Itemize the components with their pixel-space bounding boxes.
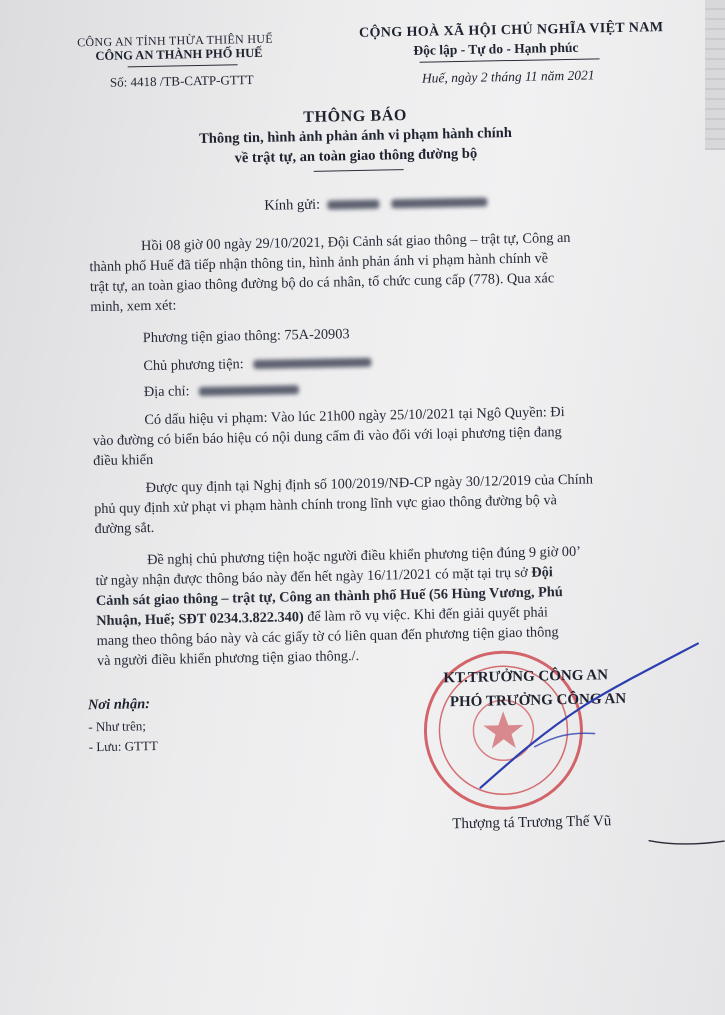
body-text: để làm rõ vụ việc. Khi đến giải quyết phải [307, 604, 549, 626]
unit-name: CÔNG AN THÀNH PHỐ HUẾ [95, 45, 263, 63]
handwritten-signature [473, 633, 716, 818]
body-text-bold: Nhuận, Huế; SĐT 0234.3.822.340) [96, 609, 304, 630]
greeting-label: Kính gửi: [264, 196, 321, 214]
body-line: thành phố Huế đã tiếp nhận thông tin, hình ảnh phản ánh vi phạm hành chính về [89, 250, 549, 276]
signature-role-1: KT.TRƯỞNG CÔNG AN [443, 667, 609, 687]
header-left-rule [128, 64, 238, 67]
body-line: và người điều khiển phương tiện giao thông./. [96, 648, 360, 670]
document-number: Số: 4418 /TB-CATP-GTTT [109, 71, 254, 90]
body-text-bold: Đội [531, 564, 553, 581]
document-subtitle-1: Thông tin, hình ảnh phản ánh vi phạm hành chính [199, 125, 512, 148]
document-subtitle-2: về trật tự, an toàn giao thông đường bộ [234, 145, 478, 167]
redacted-recipient [391, 198, 487, 209]
body-line: Hồi 08 giờ 00 ngày 29/10/2021, Đội Cảnh sát giao thông – trật tự, Công an [140, 229, 571, 255]
body-line: mang theo thông báo này và các giấy tờ có liên quan đến phương tiện giao thông [96, 624, 559, 650]
body-line: vào đường có biển báo hiệu có nội dung cấm đi vào đối với loại phương tiện đang [92, 424, 562, 450]
body-line: Được quy định tại Nghị định số 100/2019/NĐ-CP ngày 30/12/2019 của Chính [145, 471, 594, 497]
recipient-item: - Lưu: GTTT [88, 737, 158, 755]
document-date: Huế, ngày 2 tháng 11 năm 2021 [421, 67, 595, 86]
body-line: điều khiển [93, 451, 154, 470]
agency-name: CÔNG AN TỈNH THỪA THIÊN HUẾ [77, 31, 274, 50]
redacted-address [199, 385, 299, 396]
body-line: Đề nghị chủ phương tiện hoặc người điều khiển phương tiện đúng 9 giờ 00’ [146, 543, 582, 569]
signature-flourish [646, 829, 725, 851]
body-line: Có dấu hiệu vi phạm: Vào lúc 21h00 ngày 25/10/2021 tại Ngô Quyền: Đi [144, 404, 565, 429]
recipient-item: - Như trên; [88, 718, 147, 735]
nation-motto: Độc lập - Tự do - Hạnh phúc [413, 39, 579, 58]
body-line: đường sắt. [94, 519, 155, 538]
redacted-recipient [328, 200, 380, 210]
recipients-title: Nơi nhận: [87, 696, 151, 714]
vehicle-plate: Phương tiện giao thông: 75A-20903 [142, 326, 350, 347]
document-title: THÔNG BÁO [303, 107, 408, 127]
body-line-bold: Cảnh sát giao thông – trật tự, Công an thành phố Huế (56 Hùng Vương, Phú [95, 584, 563, 610]
body-text: từ ngày nhận được thông báo này đến hết ngày 16/11/2021 có mặt tại trụ sở [95, 564, 528, 590]
signature-role-2: PHÓ TRƯỞNG CÔNG AN [449, 690, 627, 711]
owner-address [144, 381, 300, 401]
body-line: minh, xem xét: [90, 297, 177, 316]
title-rule [314, 169, 404, 172]
redacted-owner [253, 358, 371, 369]
nation-title: CỘNG HOÀ XÃ HỘI CHỦ NGHĨA VIỆT NAM [358, 20, 664, 41]
vehicle-owner [143, 354, 371, 375]
owner-label: Chủ phương tiện: [143, 356, 244, 375]
greeting [264, 194, 487, 215]
header-right-rule [420, 58, 600, 62]
signer-name: Thượng tá Trương Thế Vũ [452, 813, 612, 833]
body-line: trật tự, an toàn giao thông đường bộ do cá nhân, tổ chức cung cấp (778). Qua xác [89, 270, 555, 296]
address-label: Địa chỉ: [143, 383, 190, 401]
body-line: phủ quy định xử phạt vi phạm hành chính trong lĩnh vực giao thông đường bộ và [93, 492, 558, 518]
